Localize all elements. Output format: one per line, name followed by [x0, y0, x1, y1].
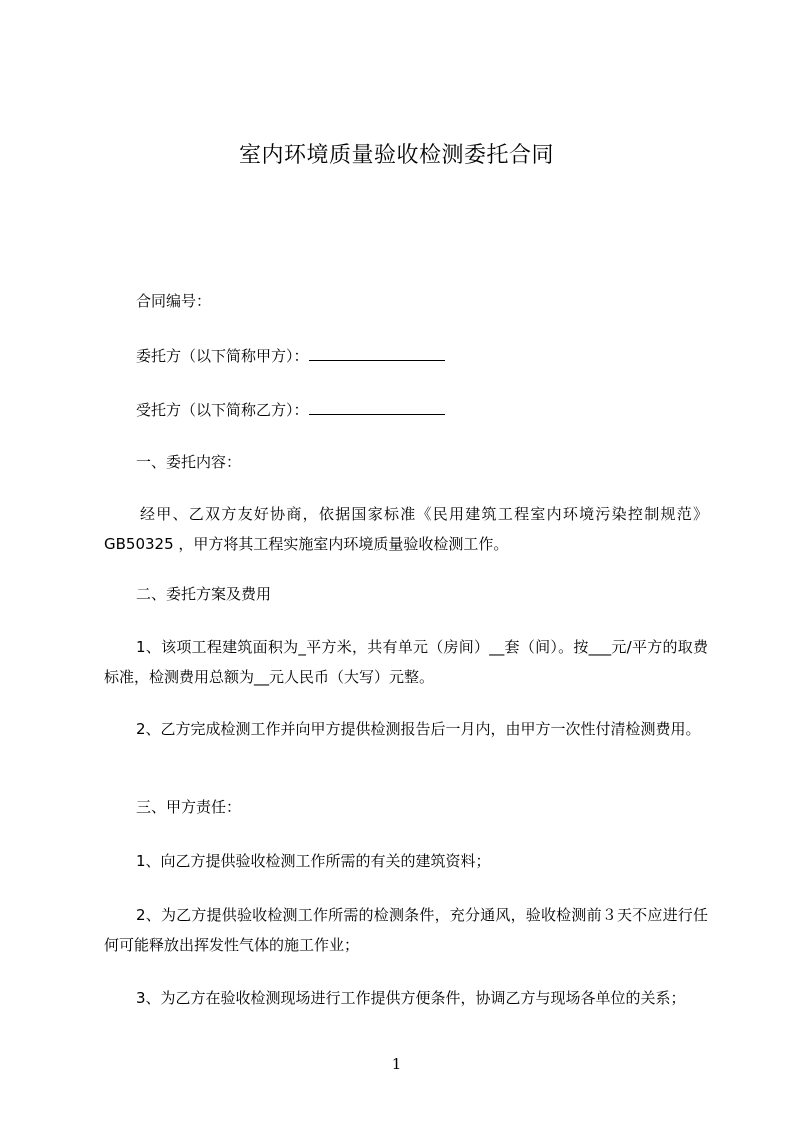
- section3-item2: 2、为乙方提供验收检测工作所需的检测条件，充分通风，验收检测前３天不应进行任何可能释放出挥发性气体的施工作业；: [104, 906, 708, 954]
- section3-heading: 三、甲方责任：: [136, 798, 242, 816]
- contractor-label: 受托方（以下简称乙方）：: [136, 401, 309, 419]
- client-blank: [309, 345, 445, 361]
- client-label: 委托方（以下简称甲方）：: [136, 347, 309, 365]
- document-title: 室内环境质量验收检测委托合同: [238, 143, 554, 168]
- client-line: [136, 345, 445, 366]
- section2-item1: 1、该项工程建筑面积为_平方米，共有单元（房间）__套（间）。按___元/平方的取费标准，检测费用总额为__元人民币（大写）元整。: [104, 638, 708, 686]
- page-number: 1: [391, 1055, 402, 1073]
- contractor-blank: [309, 399, 445, 415]
- contract-number-label: 合同编号：: [136, 292, 212, 310]
- section1-heading: 一、委托内容：: [136, 453, 242, 471]
- section2-item2: 2、乙方完成检测工作并向甲方提供检测报告后一月内，由甲方一次性付清检测费用。: [136, 720, 701, 738]
- section3-item1: 1、向乙方提供验收检测工作所需的有关的建筑资料；: [136, 852, 491, 870]
- contractor-line: [136, 399, 445, 420]
- section3-item3: 3、为乙方在验收检测现场进行工作提供方便条件，协调乙方与现场各单位的关系；: [136, 989, 686, 1007]
- section2-heading: 二、委托方案及费用: [136, 585, 272, 603]
- section1-paragraph: 经甲、乙双方友好协商，依据国家标准《民用建筑工程室内环境污染控制规范》GB50325 ，甲方将其工程实施室内环境质量验收检测工作。: [104, 505, 708, 553]
